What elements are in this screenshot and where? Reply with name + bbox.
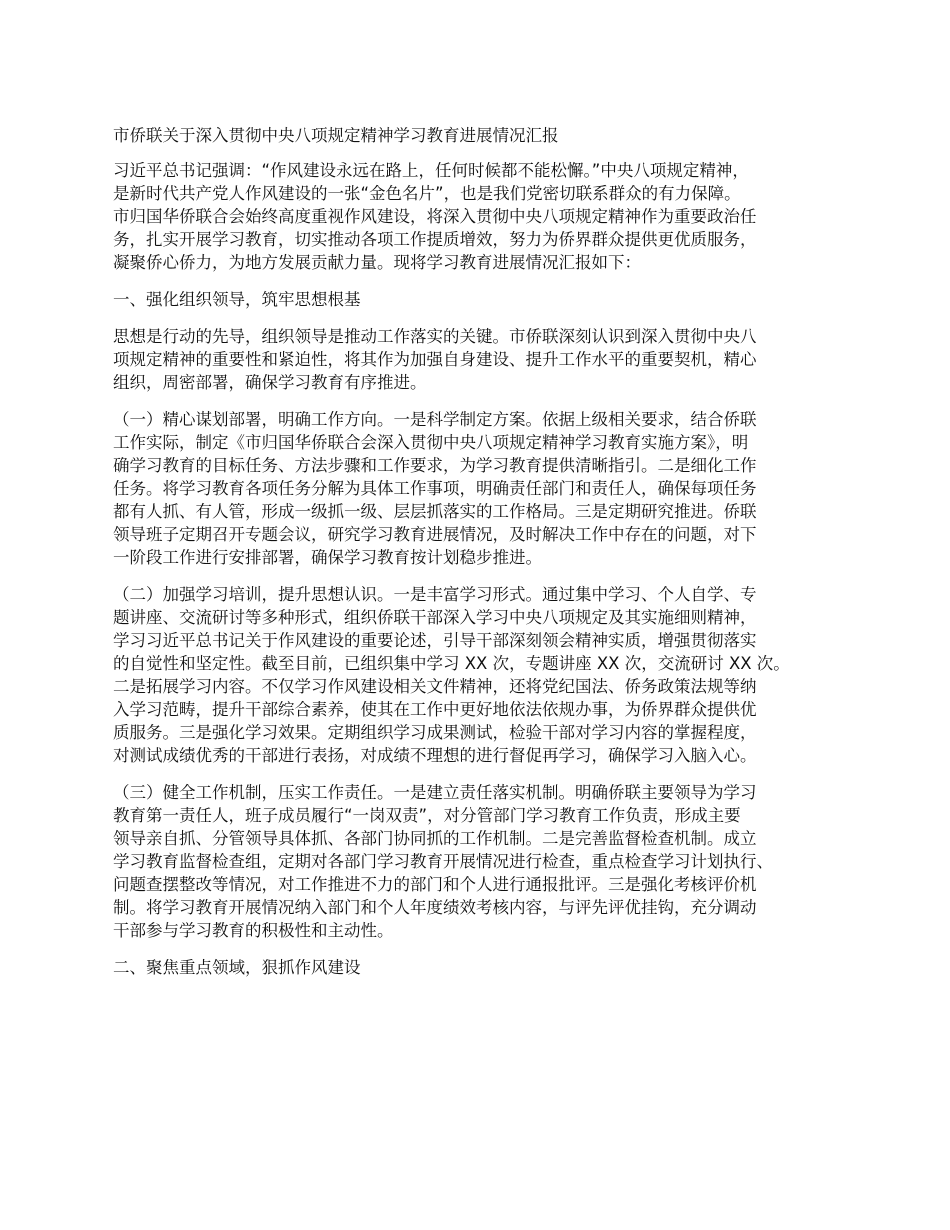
- paragraph-line: 学习习近平总书记关于作风建设的重要论述，引导干部深刻领会精神实质，增强贯彻落实: [113, 631, 757, 650]
- paragraph-line: 对测试成绩优秀的干部进行表扬，对成绩不理想的进行督促再学习，确保学习入脑入心。: [113, 746, 757, 765]
- paragraph-line: 凝聚侨心侨力，为地方发展贡献力量。现将学习教育进展情况汇报如下：: [113, 253, 641, 272]
- paragraph-line: 制。将学习教育开展情况纳入部门和个人年度绩效考核内容，与评先评优挂钩，充分调动: [113, 898, 757, 917]
- paragraph-line: 思想是行动的先导，组织领导是推动工作落实的关键。市侨联深刻认识到深入贯彻中央八: [113, 327, 757, 346]
- paragraph-line: 都有人抓、有人管，形成一级抓一级、层层抓落实的工作格局。三是定期研究推进。侨联: [113, 502, 757, 521]
- paragraph-line: 务，扎实开展学习教育，切实推动各项工作提质增效，努力为侨界群众提供更优质服务，: [113, 230, 757, 249]
- document-page: [113, 124, 858, 993]
- section-heading-1: 一、强化组织领导，筑牢思想根基: [113, 290, 361, 309]
- paragraph-line: 干部参与学习教育的积极性和主动性。: [113, 921, 394, 940]
- paragraph-line: （二）加强学习培训，提升思想认识。一是丰富学习形式。通过集中学习、个人自学、专: [113, 585, 757, 604]
- document-title: 市侨联关于深入贯彻中央八项规定精神学习教育进展情况汇报: [113, 126, 559, 145]
- subsection-1-paragraph: [113, 408, 858, 569]
- paragraph-line: 领导亲自抓、分管领导具体抓、各部门协同抓的工作机制。二是完善监督检查机制。成立: [113, 829, 757, 848]
- paragraph-line: 市归国华侨联合会始终高度重视作风建设，将深入贯彻中央八项规定精神作为重要政治任: [113, 207, 757, 226]
- paragraph-line: 项规定精神的重要性和紧迫性，将其作为加强自身建设、提升工作水平的重要契机，精心: [113, 350, 757, 369]
- subsection-3-paragraph: [113, 781, 858, 942]
- subsection-2-paragraph: [113, 583, 858, 767]
- paragraph-line: 是新时代共产党人作风建设的一张“金色名片”，也是我们党密切联系群众的有力保障。: [113, 184, 741, 203]
- intro-paragraph: [113, 159, 858, 274]
- section1-intro-paragraph: [113, 325, 858, 394]
- paragraph-line: 二是拓展学习内容。不仅学习作风建设相关文件精神，还将党纪国法、侨务政策法规等纳: [113, 677, 757, 696]
- paragraph-line: 组织，周密部署，确保学习教育有序推进。: [113, 373, 427, 392]
- paragraph-line: 一阶段工作进行安排部署，确保学习教育按计划稳步推进。: [113, 548, 542, 567]
- section-heading-2: 二、聚焦重点领域，狠抓作风建设: [113, 958, 361, 977]
- paragraph-line: 题讲座、交流研讨等多种形式，组织侨联干部深入学习中央八项规定及其实施细则精神，: [113, 608, 757, 627]
- paragraph-line: 任务。将学习教育各项任务分解为具体工作事项，明确责任部门和责任人，确保每项任务: [113, 479, 757, 498]
- paragraph-line: 学习教育监督检查组，定期对各部门学习教育开展情况进行检查，重点检查学习计划执行、: [113, 852, 773, 871]
- paragraph-line: 教育第一责任人，班子成员履行“一岗双责”，对分管部门学习教育工作负责，形成主要: [113, 806, 741, 825]
- paragraph-line: 问题查摆整改等情况，对工作推进不力的部门和个人进行通报批评。三是强化考核评价机: [113, 875, 757, 894]
- paragraph-line: （一）精心谋划部署，明确工作方向。一是科学制定方案。依据上级相关要求，结合侨联: [113, 410, 757, 429]
- paragraph-line: 习近平总书记强调：“作风建设永远在路上，任何时候都不能松懈。”中央八项规定精神，: [113, 161, 749, 180]
- paragraph-line: 工作实际，制定《市归国华侨联合会深入贯彻中央八项规定精神学习教育实施方案》，明: [113, 433, 749, 452]
- paragraph-line: 入学习范畴，提升干部综合素养，使其在工作中更好地依法依规办事，为侨界群众提供优: [113, 700, 757, 719]
- paragraph-line: 确学习教育的目标任务、方法步骤和工作要求，为学习教育提供清晰指引。二是细化工作: [113, 456, 757, 475]
- paragraph-line: 领导班子定期召开专题会议，研究学习教育进展情况，及时解决工作中存在的问题，对下: [113, 525, 757, 544]
- paragraph-line: 的自觉性和坚定性。截至目前，已组织集中学习 XX 次，专题讲座 XX 次，交流研讨 XX 次。: [113, 654, 790, 673]
- paragraph-line: （三）健全工作机制，压实工作责任。一是建立责任落实机制。明确侨联主要领导为学习: [113, 783, 757, 802]
- paragraph-line: 质服务。三是强化学习效果。定期组织学习成果测试，检验干部对学习内容的掌握程度，: [113, 723, 757, 742]
